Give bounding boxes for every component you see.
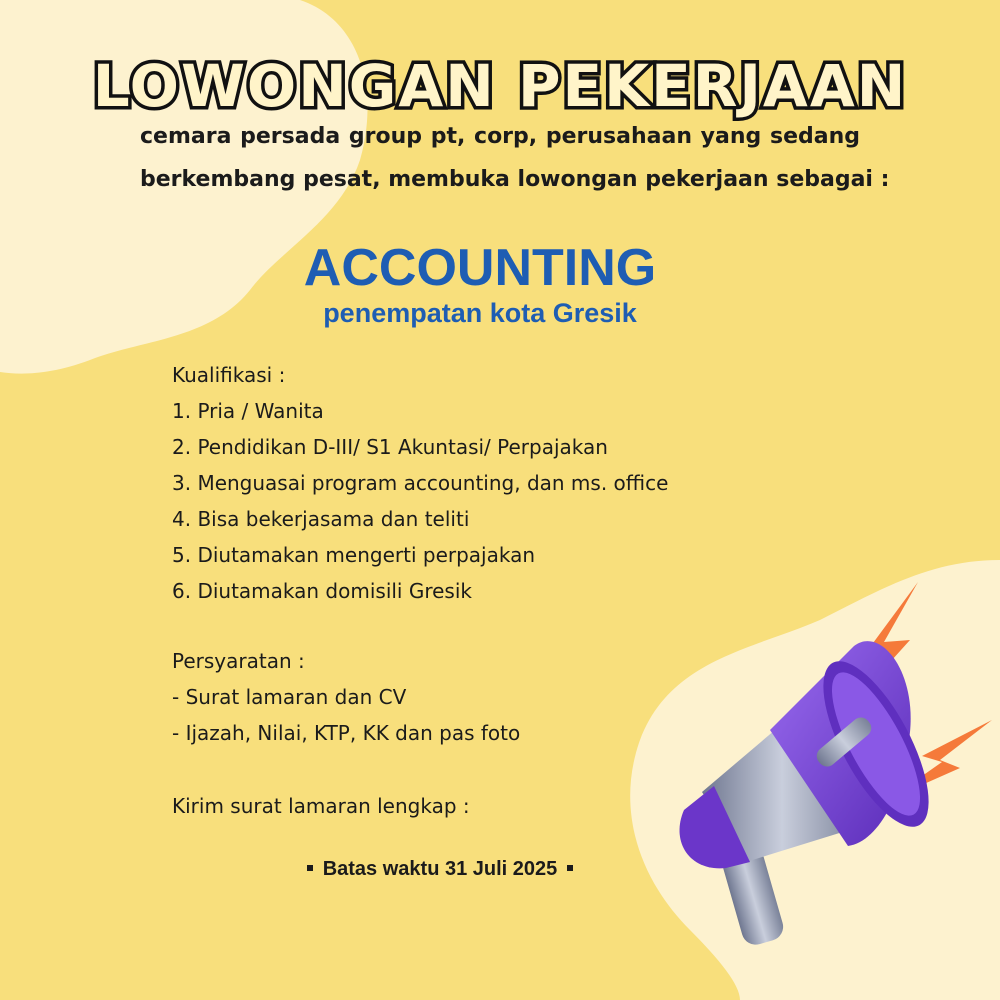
headline: LOWONGAN PEKERJAAN [92, 52, 908, 120]
bullet-square-icon [307, 865, 313, 871]
qualification-item: 5. Diutamakan mengerti perpajakan [172, 543, 536, 567]
send-application-label: Kirim surat lamaran lengkap : [172, 794, 470, 818]
intro-line-2: berkembang pesat, membuka lowongan pekerjaan sebagai : [140, 167, 890, 192]
qualifications-section [172, 357, 732, 609]
qualification-item: 1. Pria / Wanita [172, 399, 324, 423]
megaphone-icon [680, 641, 950, 948]
requirement-item: - Ijazah, Nilai, KTP, KK dan pas foto [172, 721, 521, 745]
bullet-square-icon [567, 865, 573, 871]
job-title: ACCOUNTING [303, 239, 657, 297]
intro-line-1: cemara persada group pt, corp, perusahaan yang sedang [140, 124, 860, 149]
deadline-text: Batas waktu 31 Juli 2025 [322, 858, 558, 880]
requirement-item: - Surat lamaran dan CV [172, 685, 407, 709]
qualifications-heading: Kualifikasi : [172, 363, 286, 387]
qualification-item: 2. Pendidikan D-III/ S1 Akuntasi/ Perpajakan [172, 435, 608, 459]
megaphone-illustration [640, 580, 1000, 980]
qualification-item: 4. Bisa bekerjasama dan teliti [172, 507, 470, 531]
qualification-item: 3. Menguasai program accounting, dan ms. office [172, 471, 669, 495]
qualification-item: 6. Diutamakan domisili Gresik [172, 579, 472, 603]
job-location: penempatan kota Gresik [323, 298, 637, 328]
requirements-heading: Persyaratan : [172, 649, 305, 673]
